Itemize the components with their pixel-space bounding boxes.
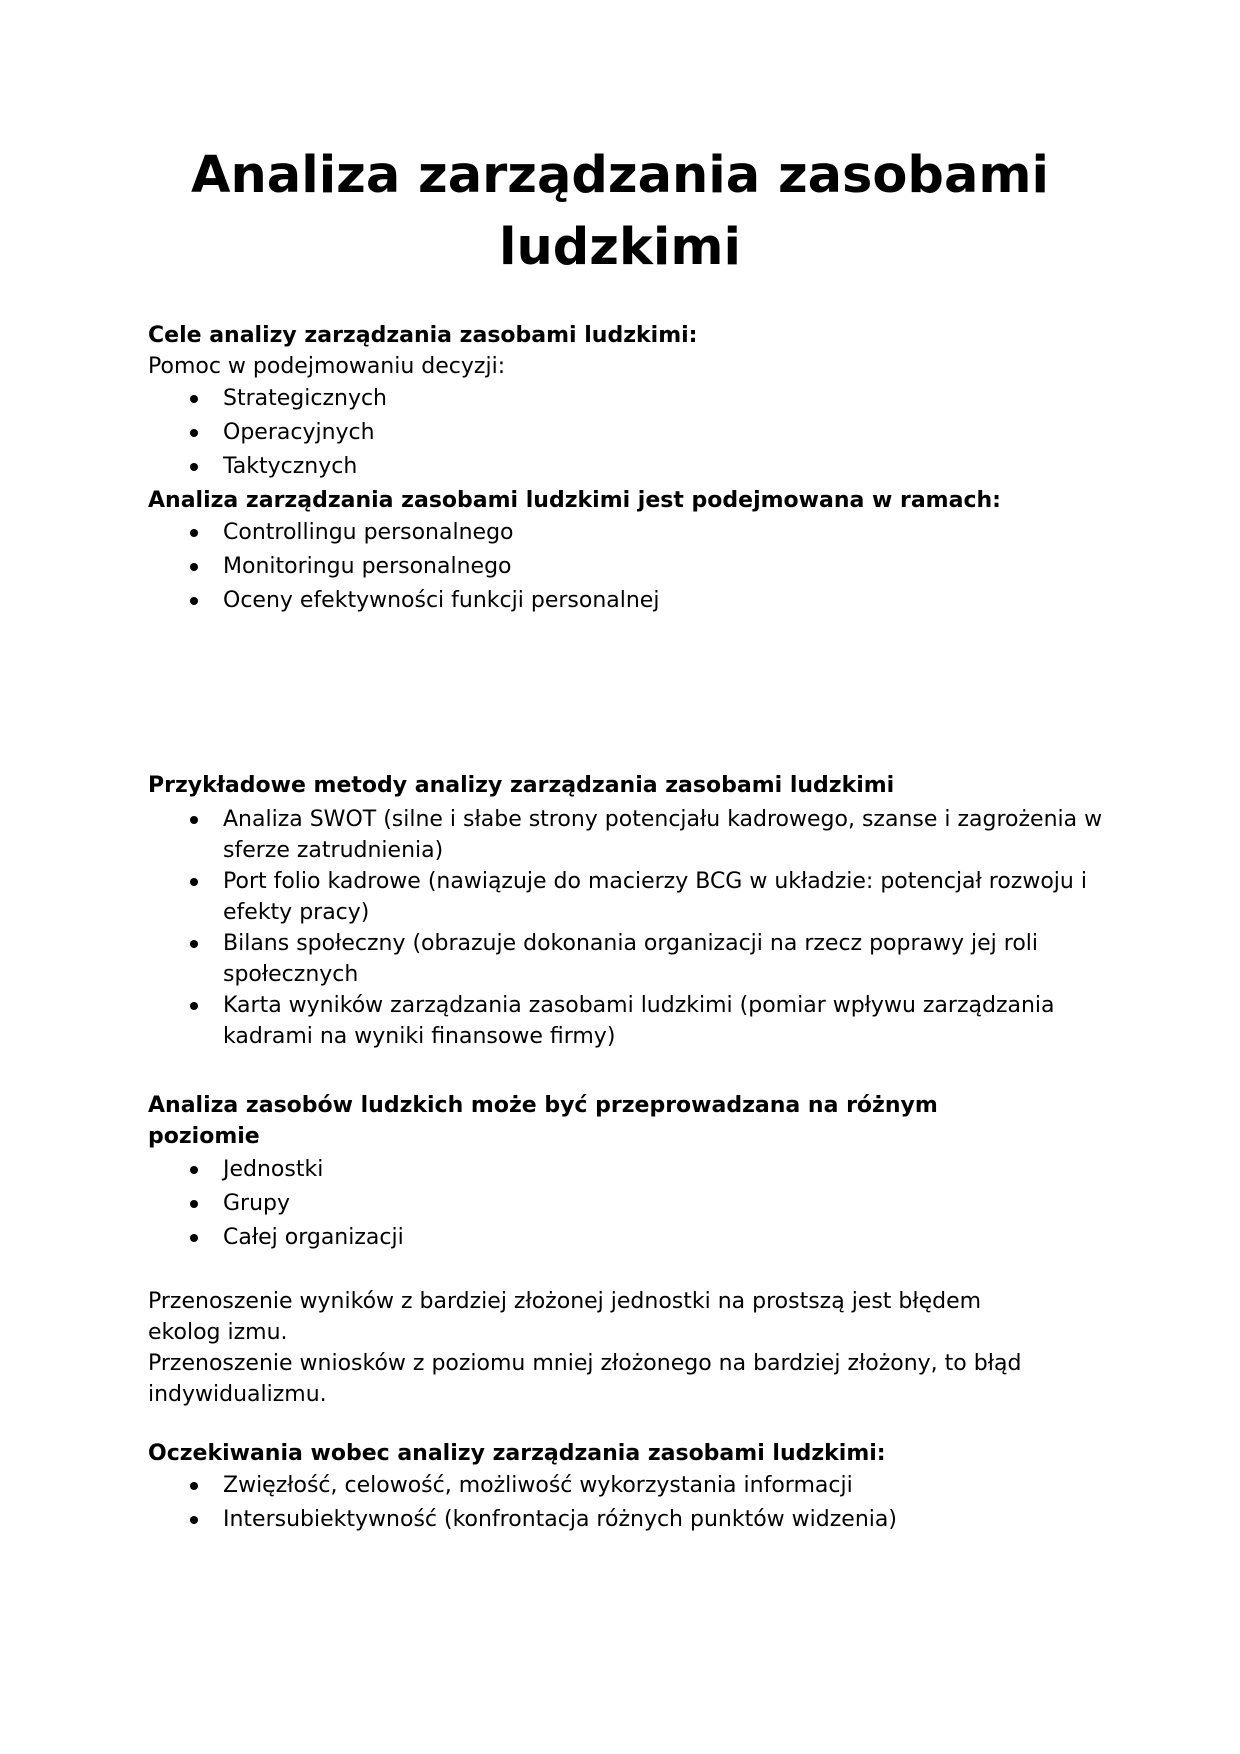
- paragraph-individualism-fallacy: Przenoszenie wniosków z poziomu mniej złożonego na bardziej złożony, to błąd indywidualizmu.: [148, 1351, 1022, 1407]
- list-item: Jednostki: [148, 1153, 404, 1187]
- document-title: Analiza zarządzania zasobami ludzkimi: [191, 146, 1049, 277]
- list-item: Port folio kadrowe (nawiązuje do macierzy BCG w układzie: potencjał rozwoju i efekty pracy): [148, 866, 1103, 928]
- list-item: Intersubiektywność (konfrontacja różnych punktów widzenia): [148, 1503, 897, 1537]
- list-item: Zwięzłość, celowość, możliwość wykorzystania informacji: [148, 1469, 897, 1503]
- section-heading-methods: Przykładowe metody analizy zarządzania zasobami ludzkimi: [148, 773, 895, 798]
- goals-list: [148, 382, 387, 484]
- list-item: Monitoringu personalnego: [148, 550, 659, 584]
- paragraph-ecological-fallacy: Przenoszenie wyników z bardziej złożonej jednostki na prostszą jest błędem ekolog izmu.: [148, 1289, 982, 1345]
- expectations-list: [148, 1469, 897, 1537]
- list-item: Oceny efektywności funkcji personalnej: [148, 584, 659, 618]
- frameworks-list: [148, 516, 659, 618]
- list-item: Operacyjnych: [148, 416, 387, 450]
- methods-list: [148, 804, 1103, 1052]
- list-item: Strategicznych: [148, 382, 387, 416]
- section-heading-goals: Cele analizy zarządzania zasobami ludzkimi:: [148, 323, 698, 348]
- section-heading-levels: Analiza zasobów ludzkich może być przeprowadzana na różnym poziomie: [148, 1093, 938, 1149]
- list-item: Grupy: [148, 1187, 404, 1221]
- list-item: Całej organizacji: [148, 1221, 404, 1255]
- section-heading-frameworks: Analiza zarządzania zasobami ludzkimi jest podejmowana w ramach:: [148, 488, 1001, 513]
- section-heading-expectations: Oczekiwania wobec analizy zarządzania zasobami ludzkimi:: [148, 1441, 886, 1466]
- list-item: Bilans społeczny (obrazuje dokonania organizacji na rzecz poprawy jej roli społecznych: [148, 928, 1103, 990]
- goals-intro: Pomoc w podejmowaniu decyzji:: [148, 354, 506, 379]
- list-item: Controllingu personalnego: [148, 516, 659, 550]
- list-item: Karta wyników zarządzania zasobami ludzkimi (pomiar wpływu zarządzania kadrami na wyniki finansowe firmy): [148, 990, 1103, 1052]
- levels-list: [148, 1153, 404, 1255]
- list-item: Taktycznych: [148, 450, 387, 484]
- list-item: Analiza SWOT (silne i słabe strony potencjału kadrowego, szanse i zagrożenia w sferze zatrudnienia): [148, 804, 1103, 866]
